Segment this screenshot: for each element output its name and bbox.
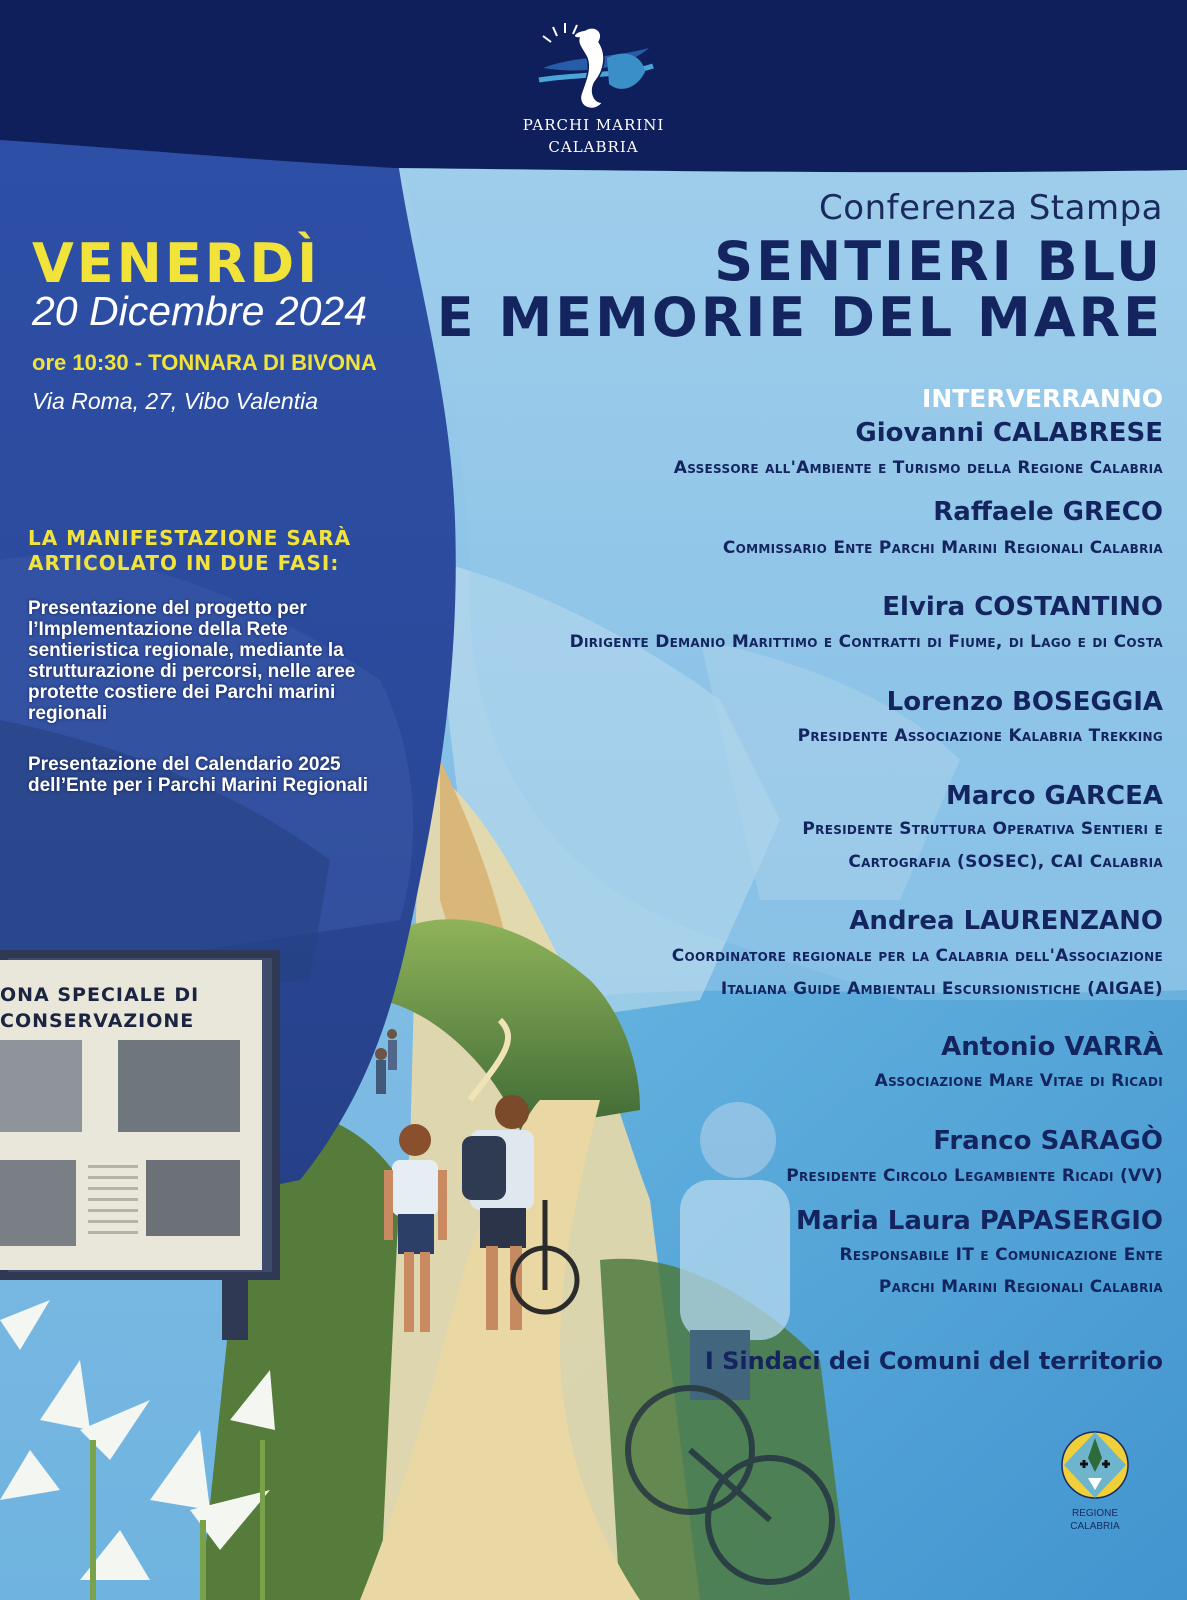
- phases-heading: [28, 526, 408, 576]
- sign-line-1: ONA SPECIALE DI: [0, 984, 200, 1006]
- speaker-name: Andrea LAURENZANO: [849, 906, 1163, 936]
- speaker-name: Giovanni CALABRESE: [855, 418, 1163, 448]
- speaker-name: Raffaele GRECO: [933, 497, 1163, 527]
- sign-photo-2: [118, 1040, 240, 1132]
- region-logo: [1060, 1428, 1130, 1538]
- speaker-name: Franco SARAGÒ: [933, 1126, 1163, 1156]
- speaker-role: Associazione Mare Vitae di Ricadi: [874, 1071, 1163, 1091]
- phases-heading-line-1: LA MANIFESTAZIONE SARÀ: [28, 526, 352, 550]
- seahorse-turtle-icon: [533, 18, 657, 118]
- org-name-line-1: PARCHI MARINI: [522, 116, 665, 134]
- speaker-role: Assessore all'Ambiente e Turismo della Regione Calabria: [673, 458, 1163, 478]
- region-name-line-1: REGIONE: [1071, 1508, 1119, 1519]
- sign-photo-3: [0, 1160, 76, 1246]
- conference-title-line-1: SENTIERI BLU: [714, 230, 1163, 293]
- sign-photo-4: [146, 1160, 240, 1236]
- sign-panel: [0, 960, 262, 1270]
- phase-item-1: Presentazione del progetto per l’Implementazione della Rete sentieristica regionale, mediante la strutturazione di percorsi, nelle aree protette costiere dei Parchi marini regionali: [28, 598, 356, 724]
- speaker-role: Parchi Marini Regionali Calabria: [878, 1277, 1163, 1297]
- conference-label: Conferenza Stampa: [819, 188, 1163, 228]
- speaker-role: Presidente Struttura Operativa Sentieri e: [802, 819, 1163, 839]
- sign-text-lines: [88, 1165, 138, 1235]
- event-day: VENERDÌ: [32, 232, 321, 295]
- region-name-line-2: CALABRIA: [1070, 1521, 1120, 1532]
- conference-title-line-2: E MEMORIE DEL MARE: [436, 286, 1163, 349]
- event-date: 20 Dicembre 2024: [32, 288, 368, 334]
- event-address: Via Roma, 27, Vibo Valentia: [32, 388, 318, 414]
- speaker-name: Maria Laura PAPASERGIO: [796, 1206, 1163, 1236]
- speaker-role: Responsabile IT e Comunicazione Ente: [839, 1245, 1163, 1265]
- speaker-role: Presidente Associazione Kalabria Trekking: [797, 726, 1163, 746]
- org-logo: [533, 18, 657, 118]
- speaker-role: Commissario Ente Parchi Marini Regionali Calabria: [722, 538, 1163, 558]
- regione-calabria-emblem-icon: [1060, 1428, 1130, 1502]
- speakers-label: INTERVERRANNO: [922, 384, 1163, 413]
- speaker-role: Dirigente Demanio Marittimo e Contratti di Fiume, di Lago e di Costa: [569, 632, 1163, 652]
- speakers-closing: I Sindaci dei Comuni del territorio: [704, 1347, 1163, 1375]
- speaker-name: Antonio VARRÀ: [941, 1032, 1163, 1062]
- sign-post: [222, 1280, 248, 1340]
- event-time-place: ore 10:30 - TONNARA DI BIVONA: [32, 350, 377, 375]
- sign-line-2: CONSERVAZIONE: [0, 1010, 195, 1032]
- phases-heading-line-2: ARTICOLATO IN DUE FASI:: [28, 551, 340, 575]
- speaker-name: Lorenzo BOSEGGIA: [886, 687, 1163, 717]
- speaker-role: Coordinatore regionale per la Calabria dell'Associazione: [671, 946, 1163, 966]
- org-name-line-2: CALABRIA: [548, 138, 639, 156]
- speaker-name: Marco GARCEA: [945, 781, 1163, 811]
- phase-item-2: Presentazione del Calendario 2025 dell’Ente per i Parchi Marini Regionali: [28, 754, 368, 796]
- sign-photo-1: [0, 1040, 82, 1132]
- speaker-name: Elvira COSTANTINO: [882, 592, 1163, 622]
- speaker-role: Cartografia (SOSEC), CAI Calabria: [848, 852, 1163, 872]
- info-sign: [0, 950, 290, 1330]
- speaker-role: Presidente Circolo Legambiente Ricadi (VV): [786, 1166, 1163, 1186]
- speaker-role: Italiana Guide Ambientali Escursionistiche (AIGAE): [720, 979, 1163, 999]
